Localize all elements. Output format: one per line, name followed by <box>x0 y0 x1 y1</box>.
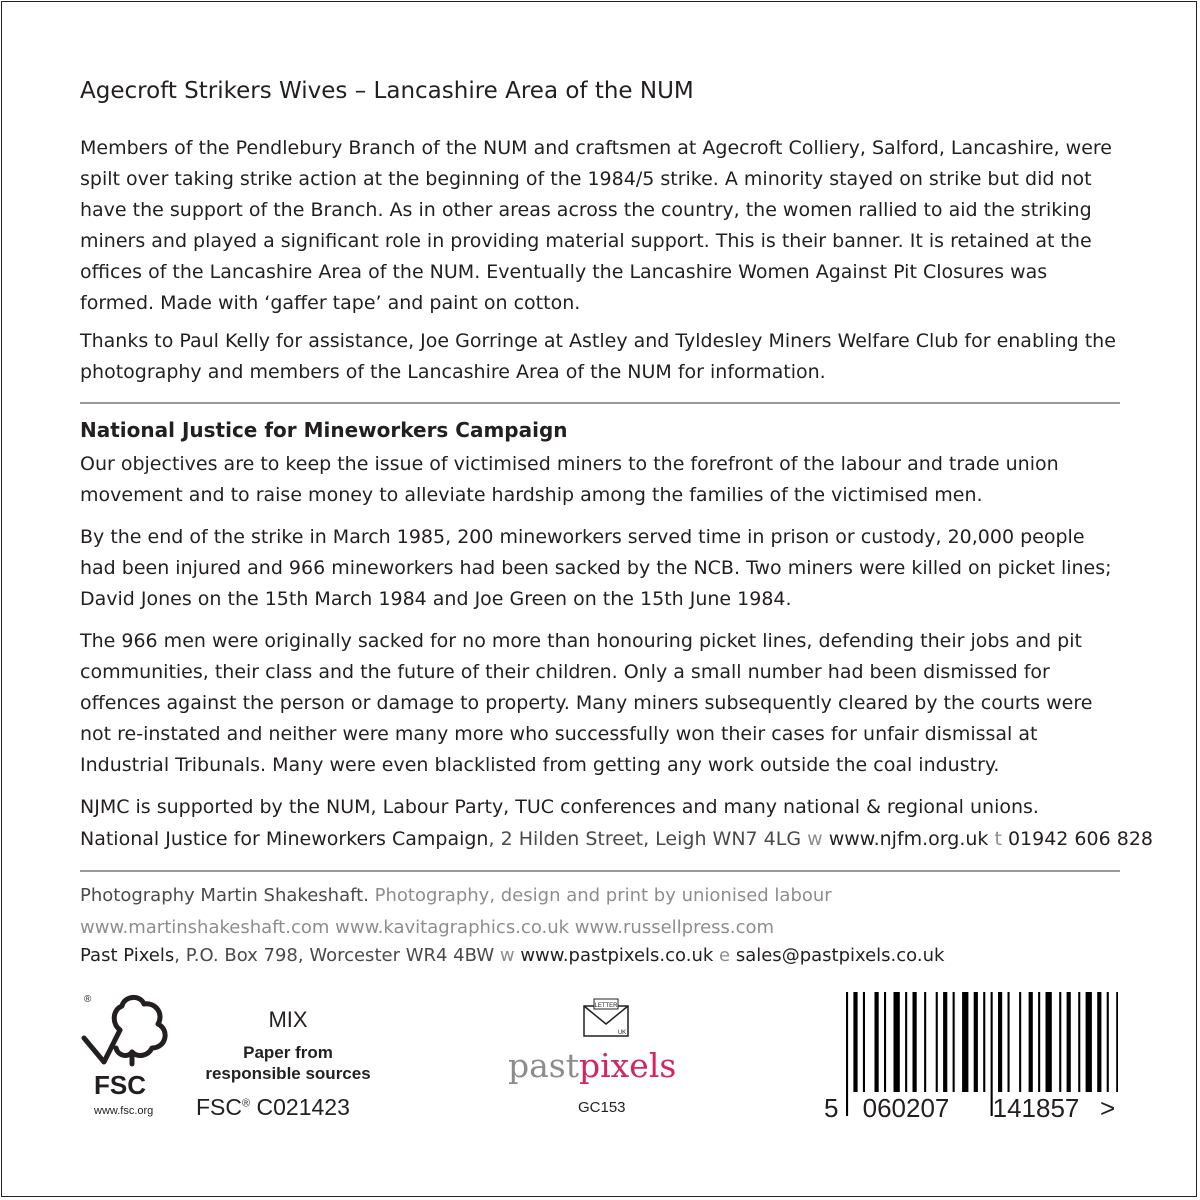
barcode-bar <box>1059 992 1061 1092</box>
fsc-logo-text: FSC <box>94 1070 146 1100</box>
barcode-bar <box>1107 992 1109 1092</box>
email-prefix: e <box>713 945 736 966</box>
fsc-logo-url: www.fsc.org <box>94 1105 154 1117</box>
strike-statistics: By the end of the strike in March 1985, 200 mineworkers served time in prison or custody, 20,000 people had been injured and 966 mineworkers had been sacked by the NCB. Two miners were killed on picket lines; David Jones on the 15th March 1984 and Joe Green on the 15th June 1984. <box>80 526 1112 610</box>
barcode-bar <box>943 992 947 1092</box>
fsc-mix-label: MIX <box>268 1007 308 1032</box>
fsc-paper-line1: Paper from <box>243 1043 333 1062</box>
barcode-first-digit: 5 <box>824 1093 839 1120</box>
fsc-code-number: C021423 <box>250 1094 350 1120</box>
envelope-bottom-label: UK <box>617 1030 627 1036</box>
divider <box>80 870 1120 872</box>
campaign-heading: National Justice for Mineworkers Campaign <box>80 418 568 442</box>
product-code: GC153 <box>578 1099 626 1116</box>
registered-mark: ® <box>84 994 92 1005</box>
barcode-group1: 060207 <box>862 1093 950 1120</box>
barcode-bar <box>1067 992 1071 1092</box>
pastpixels-logo <box>508 1046 676 1085</box>
campaign-objectives: Our objectives are to keep the issue of victimised miners to the forefront of the labour and trade union movement and to raise money to alleviate hardship among the families of the victimised men. <box>80 453 1059 506</box>
acknowledgements: Thanks to Paul Kelly for assistance, Joe Gorringe at Astley and Tyldesley Miners Welfare Club for enabling the photography and members of the Lancashire Area of the NUM for information. <box>80 330 1116 383</box>
fsc-paper-line2: responsible sources <box>205 1064 371 1083</box>
barcode-bar <box>924 992 926 1092</box>
fsc-tree-icon <box>78 990 178 1125</box>
publisher-email-link[interactable]: sales@pastpixels.co.uk <box>735 945 945 966</box>
fsc-license-code <box>196 1094 350 1121</box>
page-title: Agecroft Strikers Wives – Lancashire Area of the NUM <box>80 78 694 104</box>
barcode-bar <box>1046 992 1052 1092</box>
barcode-bar <box>1008 992 1010 1092</box>
barcode-bar <box>853 992 857 1092</box>
envelope-top-label: LETTER <box>594 1003 618 1009</box>
barcode-group2: 141857 <box>992 1093 1080 1120</box>
campaign-website-link[interactable]: www.njfm.org.uk <box>828 828 989 850</box>
barcode-bar <box>962 992 968 1092</box>
barcode-bar <box>1078 992 1080 1092</box>
barcode-bar <box>913 992 917 1092</box>
registered-mark: ® <box>242 1097 251 1110</box>
barcode-bar <box>846 992 848 1116</box>
contact-name: National Justice for Mineworkers Campaign <box>80 828 489 850</box>
barcode-bar <box>1029 992 1033 1092</box>
photographer-credit: Photography Martin Shakeshaft. <box>80 885 369 906</box>
contact-address: , 2 Hilden Street, Leigh WN7 4LG <box>488 828 808 850</box>
campaign-contact <box>80 828 1153 850</box>
publisher-website-link[interactable]: www.pastpixels.co.uk <box>520 945 714 966</box>
barcode-bar <box>953 992 955 1092</box>
barcode-bar <box>863 992 865 1092</box>
publisher-name: Past Pixels <box>80 945 175 966</box>
letter-envelope-icon <box>582 998 632 1038</box>
divider <box>80 402 1120 404</box>
barcode-bar <box>875 992 879 1092</box>
web-prefix: w <box>807 828 829 850</box>
campaign-phone: 01942 606 828 <box>1007 828 1154 850</box>
tel-prefix: t <box>988 828 1008 850</box>
barcode-bar <box>1019 992 1021 1092</box>
fsc-code-prefix: FSC <box>196 1094 242 1120</box>
barcode-bar <box>1038 992 1040 1092</box>
publisher-address: , P.O. Box 798, Worcester WR4 4BW <box>174 945 500 966</box>
logo-past: past <box>508 1046 579 1085</box>
photo-credit <box>80 885 832 906</box>
barcode-bar <box>998 992 1002 1092</box>
logo-pixels: pixels <box>579 1046 677 1085</box>
banner-description: Members of the Pendlebury Branch of the NUM and craftsmen at Agecroft Colliery, Salford, Lancashire, were spilt over taking strike action at the beginning of the 1984/5 strike. A minority stayed on strike but did not have the support of the Branch. As in other areas across the country, the women rallied to aid the striking miners and played a significant role in providing material support. This is their banner. It is retained at the offices of the Lancashire Area of the NUM. Eventually the Lancashire Women Against Pit Closures was formed. Made with ‘gaffer tape’ and paint on cotton. <box>80 137 1112 314</box>
web-prefix: w <box>499 945 521 966</box>
barcode-marker: > <box>1100 1093 1116 1120</box>
barcode-bar <box>1097 992 1101 1092</box>
barcode-bar <box>905 992 907 1092</box>
barcode-bar <box>1086 992 1092 1092</box>
supporters-note: NJMC is supported by the NUM, Labour Party, TUC conferences and many national & regional unions. <box>80 796 1039 818</box>
barcode <box>818 990 1118 1120</box>
sacked-men-paragraph: The 966 men were originally sacked for no more than honouring picket lines, defending their jobs and pit communities, their class and the future of their children. Only a small number had been dismissed for offences against the person or damage to property. Many miners subsequently cleared by the courts were not re-instated and neither were many more who successfully won their cases for unfair dismissal at Industrial Tribunals. Many were even blacklisted from getting any work outside the coal industry. <box>80 630 1093 776</box>
barcode-bar <box>983 992 985 1092</box>
barcode-bar <box>894 992 900 1092</box>
union-note: Photography, design and print by unionised labour <box>368 885 832 906</box>
fsc-paper-label <box>186 1042 390 1084</box>
barcode-bar <box>936 992 938 1092</box>
publisher-contact <box>80 945 944 966</box>
barcode-bar <box>1116 992 1118 1092</box>
credit-websites[interactable]: www.martinshakeshaft.com www.kavitagraphics.co.uk www.russellpress.com <box>80 917 775 938</box>
barcode-bar <box>974 992 978 1092</box>
barcode-bar <box>884 992 886 1092</box>
